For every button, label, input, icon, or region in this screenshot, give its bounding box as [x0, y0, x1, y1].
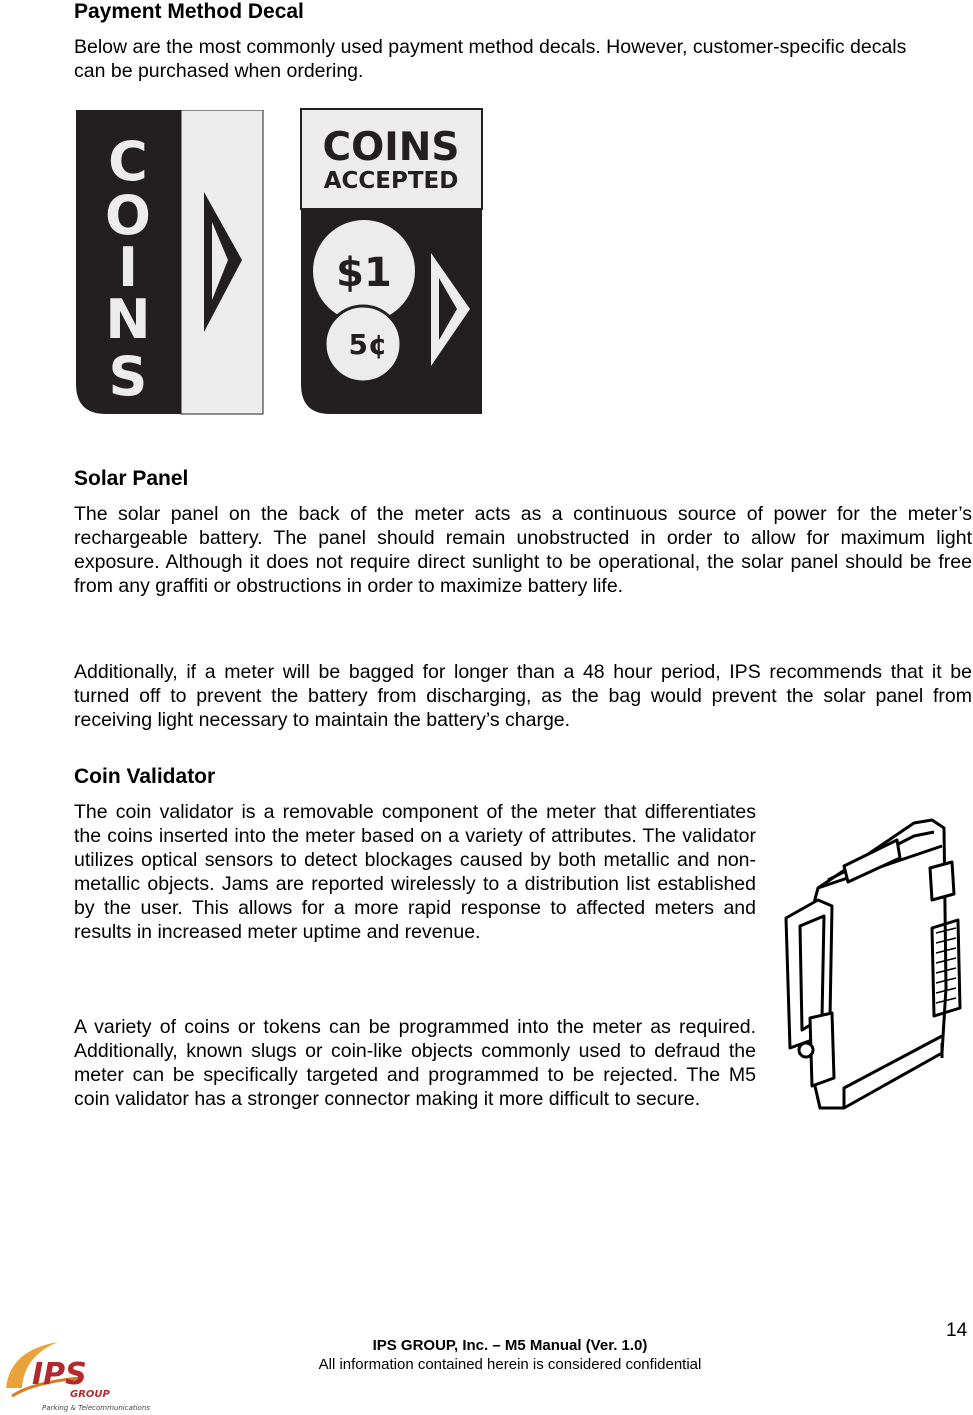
coin-paragraph-2: A variety of coins or tokens can be programmed into the meter as required. Additionally, known slugs or coin-like objects commonly used to defraud the meter can be specifically targeted and programmed to be rejected. The M5 coin validator has a stronger connector making it more difficult to secure.	[74, 1016, 756, 1110]
coins-letter-o: O	[105, 184, 151, 247]
coin-large-label: $1	[336, 250, 392, 296]
solar-heading: Solar Panel	[74, 467, 189, 490]
payment-heading: Payment Method Decal	[74, 0, 304, 23]
payment-text: Below are the most commonly used payment method decals. However, customer-specific decals can be purchased when ordering.	[74, 36, 907, 82]
coins-letter-i: I	[117, 236, 139, 299]
page-number: 14	[946, 1320, 968, 1341]
coins-decal	[76, 110, 264, 415]
solar-paragraph-1: The solar panel on the back of the meter acts as a continuous source of power for the meter’s rechargeable battery. The panel should remain unobstructed in order to allow for maximum light exposure. Although it does not require direct sunlight to be operational, the solar panel should be free from any graffiti or obstructions in order to maximize battery life.	[74, 503, 972, 597]
coin-heading: Coin Validator	[74, 765, 216, 788]
svg-text:IPS: IPS	[32, 1357, 87, 1392]
coin-small-label: 5¢	[348, 328, 388, 361]
coins-accepted-line2: ACCEPTED	[323, 168, 459, 194]
solar-paragraph-2: Additionally, if a meter will be bagged for longer than a 48 hour period, IPS recommends that it be turned off to prevent the battery from discharging, as the bag would prevent the solar panel from receiving light necessary to maintain the battery’s charge.	[74, 661, 972, 731]
coins-letter-n: N	[105, 288, 151, 351]
coins-accepted-decal	[300, 108, 484, 415]
svg-text:GROUP: GROUP	[70, 1389, 110, 1400]
footer-confidential: All information contained herein is considered confidential	[318, 1356, 702, 1373]
coin-paragraph-1: The coin validator is a removable component of the meter that differentiates the coins inserted into the meter based on a variety of attributes. The validator utilizes optical sensors to detect blockages caused by both metallic and non-metallic objects. Jams are reported wirelessly to a distribution list established by the user. This allows for a more rapid response to affected meters and results in increased meter uptime and revenue.	[74, 801, 756, 943]
footer-company: IPS GROUP, Inc. – M5 Manual (Ver. 1.0)	[372, 1337, 648, 1354]
ips-group-logo	[0, 1338, 150, 1415]
coins-accepted-line1: COINS	[322, 125, 460, 170]
coins-letter-c: C	[108, 130, 148, 193]
svg-text:Parking & Telecommunications: Parking & Telecommunications	[42, 1404, 150, 1412]
coins-letter-s: S	[108, 345, 148, 408]
coin-validator-image	[782, 818, 968, 1113]
